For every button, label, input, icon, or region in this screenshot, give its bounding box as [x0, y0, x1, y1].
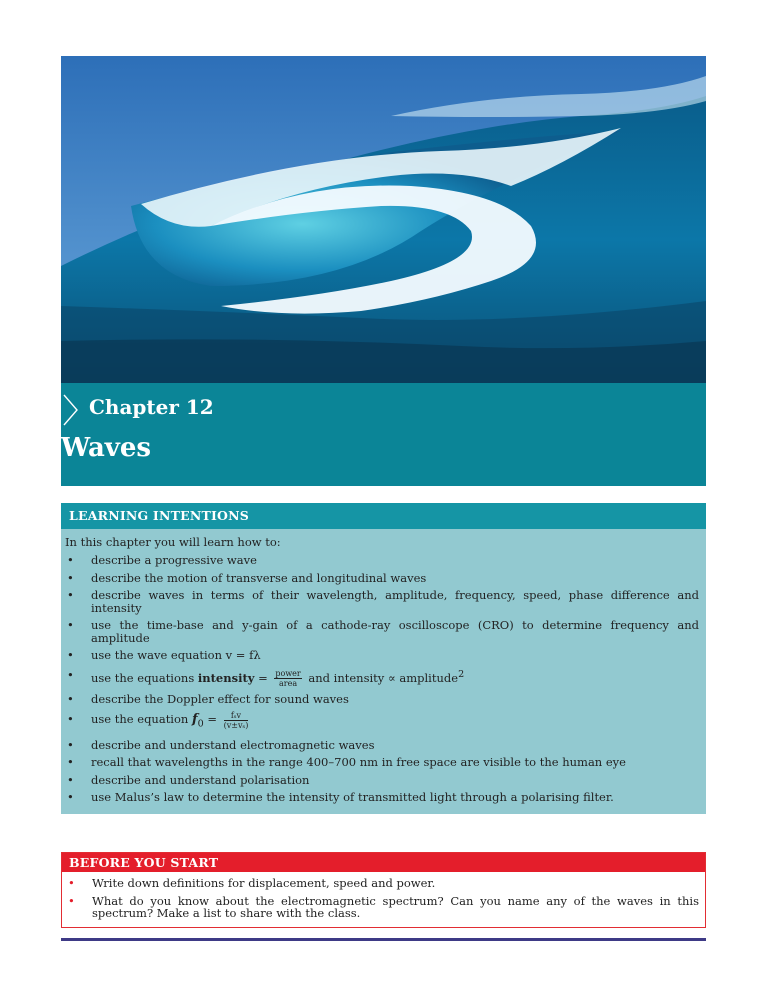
- list-item: • describe waves in terms of their wavelength, amplitude, frequency, speed, phase difference and intensity: [67, 588, 699, 615]
- list-item-doppler-equation: • use the equation $f_0$ = $\frac{\text{fₛv}}{\text{(v±vₛ)}}$: [67, 710, 249, 730]
- learning-intentions-list: [61, 554, 706, 804]
- list-item-intensity-equation: • use the equations intensity = $\frac{\text{power}}{\text{area}}$ and intensity ∝ amplitude$^2$: [67, 667, 465, 688]
- list-item: • describe a progressive wave: [67, 553, 257, 567]
- chapter-title: Waves: [61, 433, 152, 463]
- before-you-start-list: [62, 877, 705, 920]
- chapter-banner: [61, 383, 706, 486]
- list-item: • use the time-base and y-gain of a cathode-ray oscilloscope (CRO) to determine frequency and amplitude: [67, 618, 699, 645]
- before-you-start-box: [61, 852, 706, 928]
- ocean-wave-image: [61, 56, 706, 384]
- chevron-right-icon: [61, 393, 81, 427]
- list-item: • Write down definitions for displacement, speed and power.: [68, 876, 436, 890]
- bottom-divider: [61, 938, 706, 941]
- learning-intentions-box: [61, 503, 706, 814]
- list-item: • What do you know about the electromagnetic spectrum? Can you name any of the waves in this spectrum? Make a list to share with the class.: [68, 893, 699, 920]
- list-item: • describe and understand electromagnetic waves: [67, 737, 375, 752]
- doppler-fraction: $\frac{\text{fₛv}}{\text{(v±vₛ)}}$: [223, 710, 249, 730]
- learning-intentions-heading: LEARNING INTENTIONS: [61, 503, 706, 529]
- list-item: • describe the motion of transverse and longitudinal waves: [67, 570, 427, 585]
- power-over-area-fraction: $\frac{\text{power}}{\text{area}}$: [275, 668, 301, 688]
- before-you-start-heading: BEFORE YOU START: [62, 853, 705, 872]
- list-item: • describe and understand polarisation: [67, 772, 310, 787]
- list-item: • use the wave equation v = fλ: [67, 648, 261, 662]
- list-item: • use Malus’s law to determine the intensity of transmitted light through a polarising filter.: [67, 790, 614, 805]
- list-item: • recall that wavelengths in the range 400–700 nm in free space are visible to the human eye: [67, 755, 626, 770]
- learning-intentions-intro: In this chapter you will learn how to:: [65, 535, 281, 549]
- chapter-label: Chapter 12: [89, 395, 214, 419]
- list-item: • describe the Doppler effect for sound waves: [67, 691, 349, 706]
- chapter-cover-image: [61, 56, 706, 384]
